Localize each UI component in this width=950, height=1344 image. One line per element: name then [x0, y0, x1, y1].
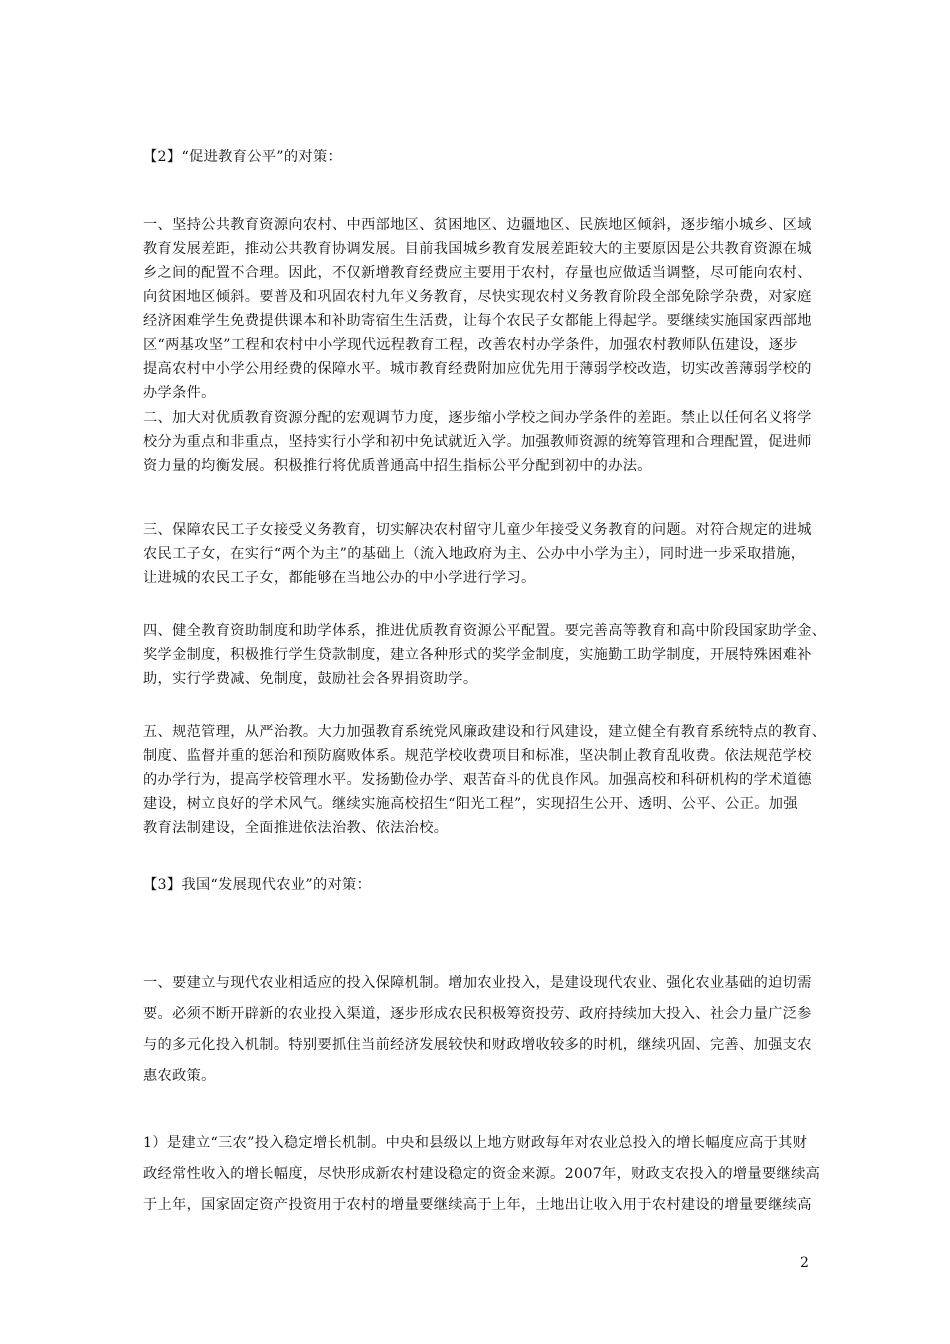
text-line: 要。必须不断开辟新的农业投入渠道，逐步形成农民积极筹资投劳、政府持续加大投入、社会力量广泛参: [143, 1006, 812, 1022]
text-line: 政经常性收入的增长幅度，尽快形成新农村建设稳定的资金来源。2007年，财政支农投入的增量要继续高: [143, 1166, 821, 1182]
text-line: 于上年，国家固定资产投资用于农村的增量要继续高于上年，土地出让收入用于农村建设的增量要继续高: [143, 1197, 812, 1213]
page-number: 2: [800, 1255, 809, 1271]
text-line: 农民工子女，在实行“两个为主”的基础上（流入地政府为主、公办中小学为主），同时进一步采取措施，: [143, 546, 806, 562]
text-line: 向贫困地区倾斜。要普及和巩固农村九年义务教育，尽快实现农村义务教育阶段全部免除学杂费，对家庭: [143, 289, 812, 305]
text-line: 奖学金制度，积极推行学生贷款制度，建立各种形式的奖学金制度，实施勤工助学制度，开展特殊困难补: [143, 647, 812, 663]
section-heading: 【2】“促进教育公平”的对策：: [143, 149, 343, 165]
text-line: 一、坚持公共教育资源向农村、中西部地区、贫困地区、边疆地区、民族地区倾斜，逐步缩小城乡、区域: [143, 217, 812, 233]
text-line: 一、要建立与现代农业相适应的投入保障机制。增加农业投入，是建设现代农业、强化农业基础的迫切需: [143, 975, 812, 991]
text-line: 的办学行为，提高学校管理水平。发扬勤俭办学、艰苦奋斗的优良作风。加强高校和科研机构的学术道德: [143, 772, 812, 788]
text-line: 建设，树立良好的学术风气。继续实施高校招生“阳光工程”，实现招生公开、透明、公平、公正。加强: [143, 796, 798, 812]
text-line: 制度、监督并重的惩治和预防腐败体系。规范学校收费项目和标准，坚决制止教育乱收费。依法规范学校: [143, 748, 812, 764]
text-line: 资力量的均衡发展。积极推行将优质普通高中招生指标公平分配到初中的办法。: [143, 458, 652, 474]
text-line: 教育法制建设，全面推进依法治教、依法治校。: [143, 820, 449, 836]
text-line: 校分为重点和非重点，坚持实行小学和初中免试就近入学。加强教师资源的统筹管理和合理配置，促进师: [143, 434, 812, 450]
text-line: 经济困难学生免费提供课本和补助寄宿生生活费，让每个农民子女都能上得起学。要继续实施国家西部地: [143, 313, 812, 329]
text-line: 区“两基攻坚”工程和农村中小学现代远程教育工程，改善农村办学条件，加强农村教师队伍建设，逐步: [143, 337, 798, 353]
text-line: 惠农政策。: [143, 1068, 216, 1084]
text-line: 五、规范管理，从严治教。大力加强教育系统党风廉政建设和行风建设，建立健全有教育系统特点的教育、: [143, 724, 827, 740]
text-line: 二、加大对优质教育资源分配的宏观调节力度，逐步缩小学校之间办学条件的差距。禁止以任何名义将学: [143, 410, 812, 426]
text-line: 1）是建立“三农”投入稳定增长机制。中央和县级以上地方财政每年对农业总投入的增长幅度应高于其财: [143, 1135, 808, 1151]
text-line: 办学条件。: [143, 385, 216, 401]
text-line: 四、健全教育资助制度和助学体系，推进优质教育资源公平配置。要完善高等教育和高中阶段国家助学金、: [143, 623, 827, 639]
text-line: 乡之间的配置不合理。因此，不仅新增教育经费应主要用于农村，存量也应做适当调整，尽可能向农村、: [143, 265, 812, 281]
text-line: 助，实行学费减、免制度，鼓励社会各界捐资助学。: [143, 671, 478, 687]
text-line: 让进城的农民工子女，都能够在当地公办的中小学进行学习。: [143, 570, 536, 586]
text-line: 教育发展差距，推动公共教育协调发展。目前我国城乡教育发展差距较大的主要原因是公共教育资源在城: [143, 241, 812, 257]
text-line: 三、保障农民工子女接受义务教育，切实解决农村留守儿童少年接受义务教育的问题。对符合规定的进城: [143, 522, 812, 538]
section-heading: 【3】我国“发展现代农业”的对策：: [143, 877, 372, 893]
text-line: 与的多元化投入机制。特别要抓住当前经济发展较快和财政增收较多的时机，继续巩固、完善、加强支农: [143, 1037, 812, 1053]
text-line: 提高农村中小学公用经费的保障水平。城市教育经费附加应优先用于薄弱学校改造，切实改善薄弱学校的: [143, 361, 812, 377]
